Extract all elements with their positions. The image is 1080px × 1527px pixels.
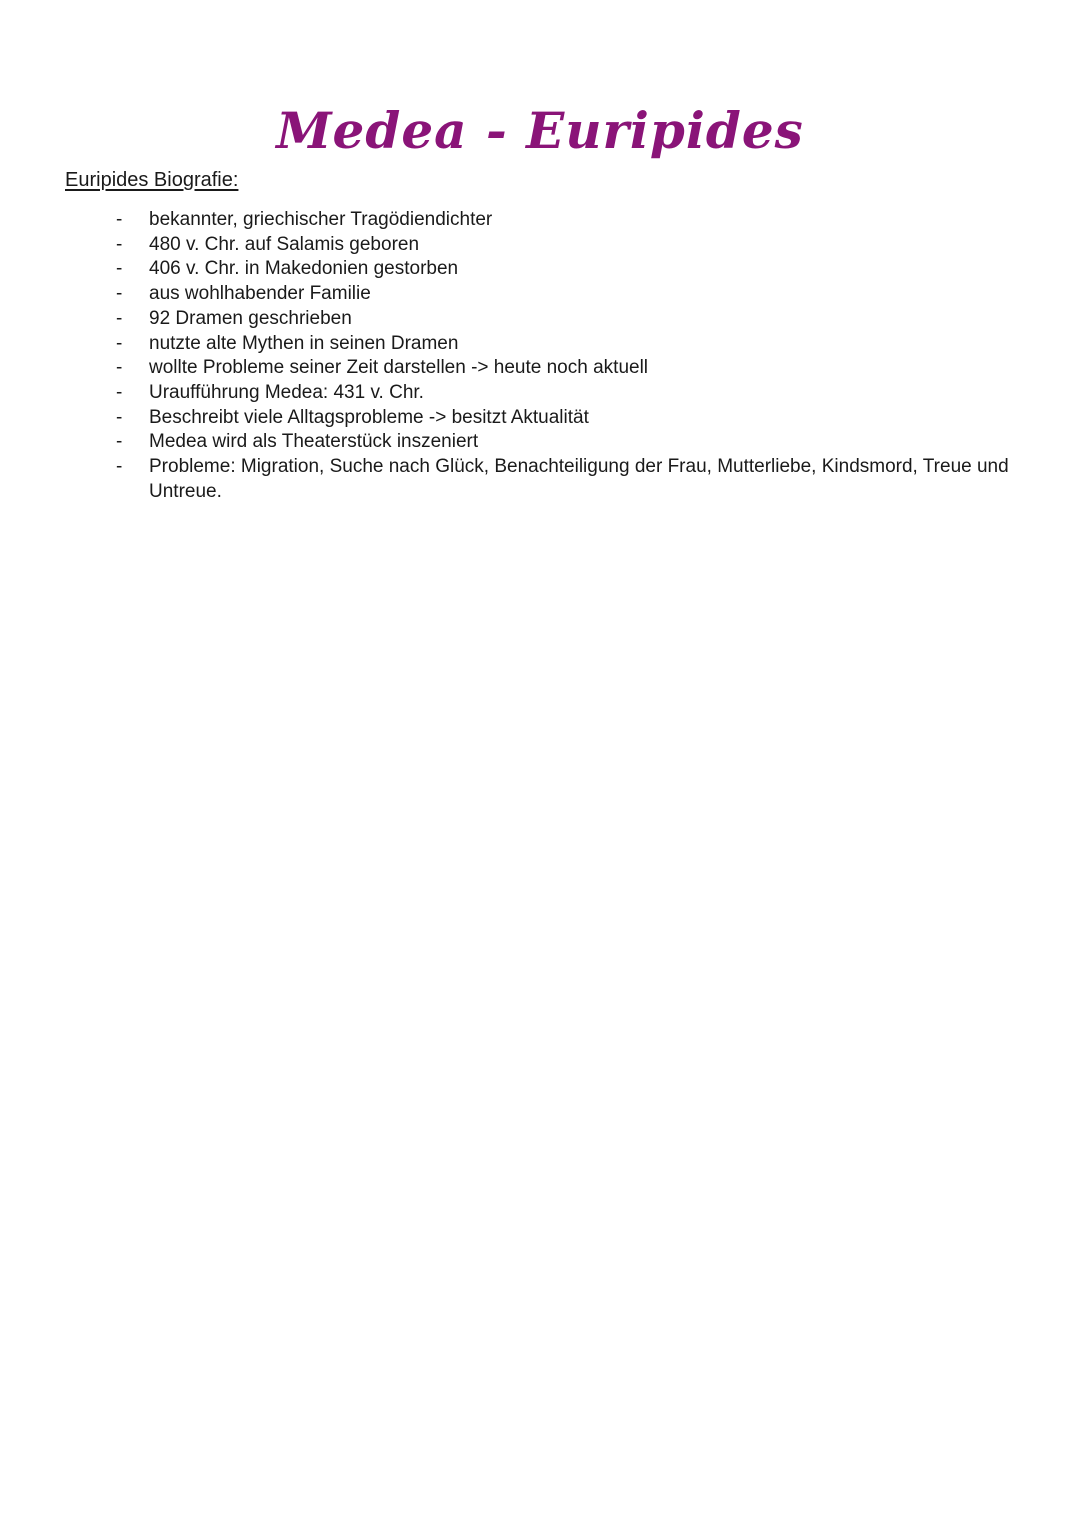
list-item [0, 233, 1080, 258]
list-item [0, 381, 1080, 406]
list-item [0, 307, 1080, 332]
bullet-dash: - [116, 381, 123, 403]
list-item-text: nutzte alte Mythen in seinen Dramen [149, 332, 459, 354]
list-item-text: Uraufführung Medea: 431 v. Chr. [149, 381, 424, 403]
list-item-text: 406 v. Chr. in Makedonien gestorben [149, 258, 459, 280]
bullet-dash: - [116, 332, 123, 354]
list-item [0, 257, 1080, 282]
page-title: Medea - Euripides [276, 100, 804, 160]
bullet-dash: - [116, 406, 123, 428]
list-item [0, 208, 1080, 233]
list-item-text: wollte Probleme seiner Zeit darstellen -> heute noch aktuell [149, 357, 649, 379]
section-heading-biography: Euripides Biografie: [65, 169, 239, 191]
list-item-text: Medea wird als Theaterstück inszeniert [149, 431, 479, 453]
bullet-dash: - [116, 258, 123, 280]
list-item [0, 356, 1080, 381]
list-item-text: Beschreibt viele Alltagsprobleme -> besitzt Aktualität [149, 406, 589, 428]
list-item [0, 282, 1080, 307]
list-item-text: Probleme: Migration, Suche nach Glück, Benachteiligung der Frau, Mutterliebe, Kindsmord, Treue und Untreue. [149, 456, 1009, 502]
bullet-dash: - [116, 233, 123, 255]
list-item-text: 92 Dramen geschrieben [149, 307, 352, 329]
list-item-text: bekannter, griechischer Tragödiendichter [149, 209, 493, 230]
list-item [0, 332, 1080, 357]
biography-list [0, 208, 1080, 504]
bullet-dash: - [116, 456, 123, 478]
list-item [0, 430, 1080, 455]
list-item-text: 480 v. Chr. auf Salamis geboren [149, 233, 420, 255]
bullet-dash: - [116, 307, 123, 329]
bullet-dash: - [116, 209, 123, 230]
list-item [0, 455, 1080, 504]
bullet-dash: - [116, 283, 123, 305]
list-item [0, 406, 1080, 431]
bullet-dash: - [116, 357, 123, 379]
bullet-dash: - [116, 431, 123, 453]
list-item-text: aus wohlhabender Familie [149, 283, 371, 305]
